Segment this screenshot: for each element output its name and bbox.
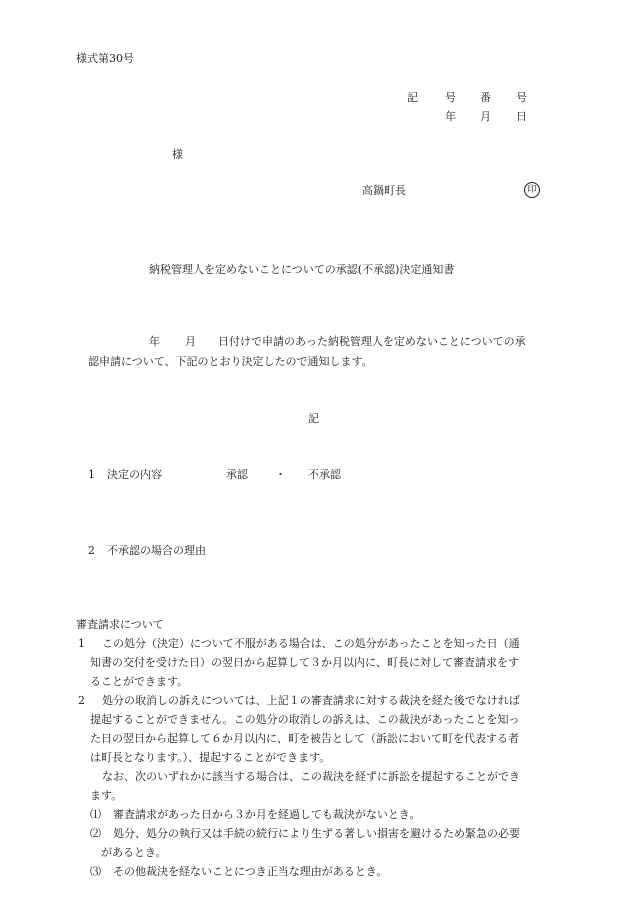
notice-p1-line2: 知書の交付を受けた日）の翌日から起算して３か月以内に、町長に対して審査請求をす (90, 656, 519, 669)
notice-p1-line3: ることができます。 (90, 675, 189, 688)
body-year-label: 年 (149, 335, 160, 348)
notice-p1-line1: この処分（決定）について不服がある場合は、この処分があったことを知った日（通 (102, 637, 520, 650)
addressee-suffix: 様 (172, 148, 183, 161)
notice-s1-number: ⑴ (90, 808, 101, 821)
body-line1: 日付けで申請のあった納税管理人を定めないことについての承 (218, 335, 526, 348)
notice-s2-number: ⑵ (90, 827, 101, 840)
approve-option: 承認 (226, 468, 248, 481)
item1-label: 決定の内容 (107, 468, 162, 481)
date-month-label: 月 (480, 110, 491, 123)
record-ki-label: 記 (407, 91, 418, 104)
disapprove-option: 不承認 (308, 468, 341, 481)
item2-label: 不承認の場合の理由 (107, 544, 206, 557)
notice-s3-line1: その他裁決を経ないことにつき正当な理由があるとき。 (113, 865, 388, 878)
notice-s1-line1: 審査請求があった日から３か月を経過しても裁決がないとき。 (113, 808, 421, 821)
notice-p2-number: 2 (78, 694, 85, 707)
record-go2-label: 号 (516, 91, 527, 104)
body-line2: 認申請について、下記のとおり決定したので通知します。 (88, 355, 373, 368)
date-day-label: 日 (516, 110, 527, 123)
date-year-label: 年 (445, 110, 456, 123)
notice-s3-number: ⑶ (90, 865, 101, 878)
notice-s2-line2: があるとき。 (101, 846, 167, 859)
notice-p2-line4: は町長となります。）、提起することができます。 (90, 751, 331, 764)
notice-heading: 審査請求について (76, 618, 164, 631)
item1-number: 1 (88, 468, 95, 481)
notice-p2-line6: ます。 (90, 789, 123, 802)
notice-p2-line3: た日の翌日から起算して６か月以内に、町を被告として（訴訟において町を代表する者 (90, 732, 519, 745)
option-separator: ・ (275, 468, 286, 481)
notice-p2-line5: なお、次のいずれかに該当する場合は、この裁決を経ずに訴訟を提起することができ (102, 770, 520, 783)
record-ban-label: 番 (480, 91, 491, 104)
document-title: 納税管理人を定めないことについての承認(不承認)決定通知書 (149, 263, 455, 276)
notice-s2-line1: 処分、処分の執行又は手続の続行により生ずる著しい損害を避けるため緊急の必要 (113, 827, 520, 840)
seal-mark: 印 (524, 182, 540, 198)
notice-p1-number: 1 (78, 637, 85, 650)
issuer-name: 高鍋町長 (362, 184, 406, 197)
item2-number: 2 (88, 544, 95, 557)
notice-p2-line1: 処分の取消しの訴えについては、上記１の審査請求に対する裁決を経た後でなければ (102, 694, 520, 707)
record-go-label: 号 (445, 91, 456, 104)
body-month-label: 月 (185, 335, 196, 348)
notice-p2-line2: 提起することができません。この処分の取消しの訴えは、この裁決があったことを知っ (90, 713, 520, 726)
ki-center-label: 記 (308, 412, 319, 425)
form-number: 様式第30号 (76, 52, 134, 65)
